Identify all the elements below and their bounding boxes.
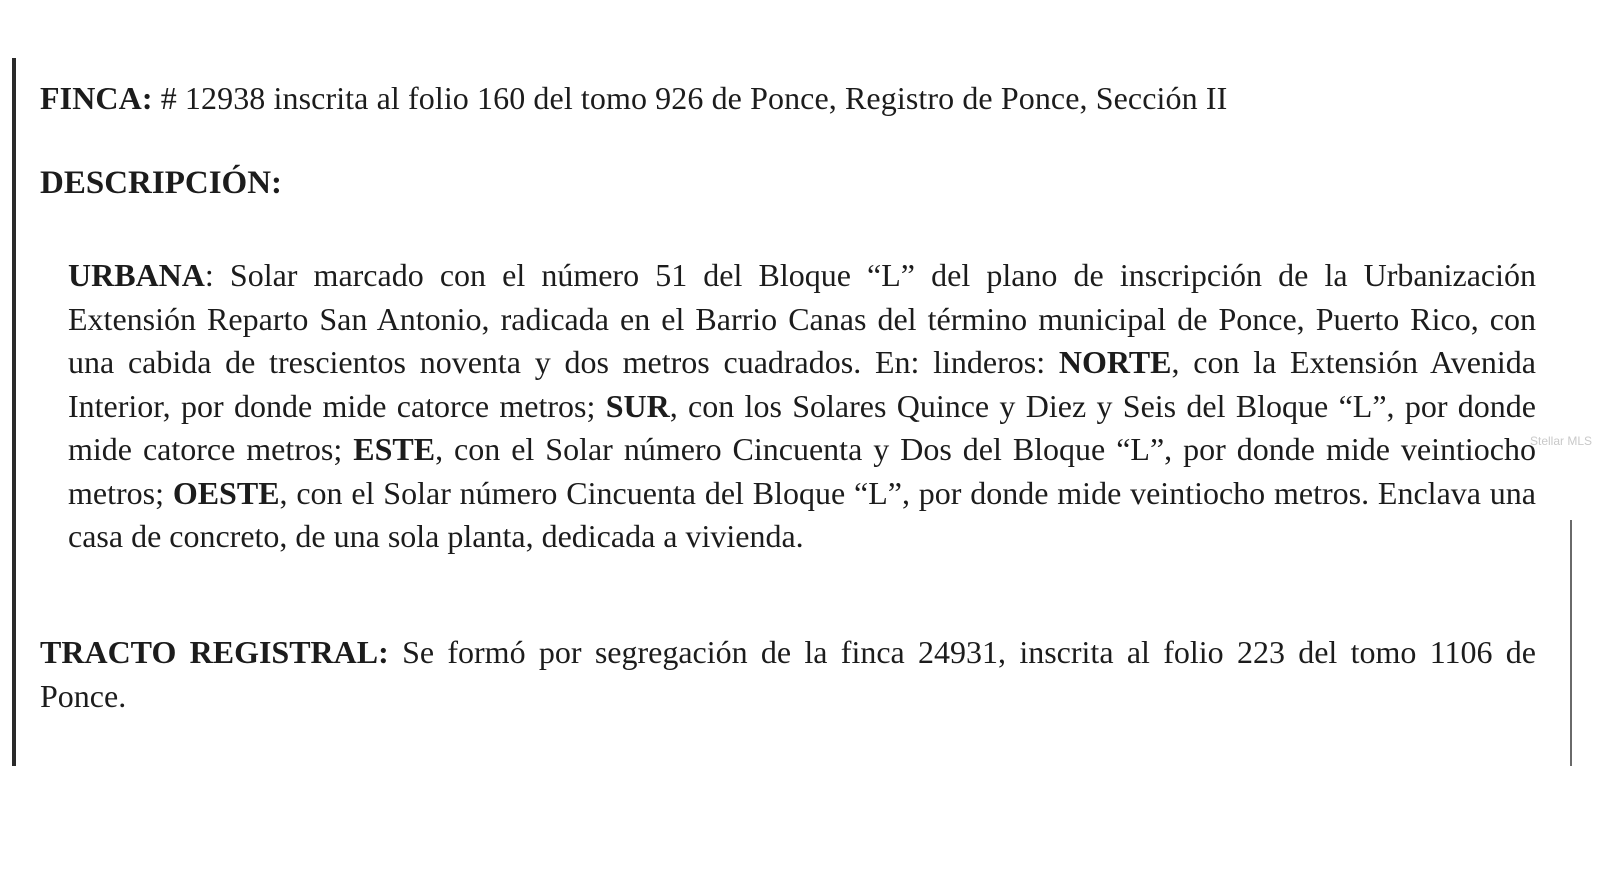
norte-label: NORTE: [1058, 344, 1172, 380]
descripcion-heading: DESCRIPCIÓN:: [40, 165, 283, 201]
urbana-text-5: , con el Solar número Cincuenta del Bloque “L”, por donde mide veintiocho metros. Enclava una casa de concreto, de una sola planta, dedicada a vivienda.: [68, 474, 1537, 554]
urbana-paragraph: [68, 254, 1536, 559]
left-margin-rule: [12, 58, 16, 766]
este-label: ESTE: [353, 431, 436, 467]
urbana-text-4: , con el Solar número Cincuenta y Dos del Bloque “L”, por donde mide veintiocho metros;: [68, 431, 1537, 511]
finca-text: # 12938 inscrita al folio 160 del tomo 926 de Ponce, Registro de Ponce, Sección II: [152, 80, 1228, 116]
oeste-label: OESTE: [172, 474, 280, 511]
tracto-paragraph: [40, 630, 1536, 718]
tracto-label: TRACTO REGISTRAL:: [40, 634, 389, 670]
right-margin-rule: [1570, 520, 1572, 766]
urbana-text-2: , con la Extensión Avenida Interior, por donde mide catorce metros;: [68, 344, 1537, 424]
urbana-label: URBANA: [68, 257, 205, 293]
sur-label: SUR: [605, 387, 670, 424]
tracto-text: Se formó por segregación de la finca 24931, inscrita al folio 223 del tomo 1106 de Ponce.: [40, 634, 1537, 714]
urbana-text-1: : Solar marcado con el número 51 del Bloque “L” del plano de inscripción de la Urbanización Extensión Reparto San Antonio, radicada en el Barrio Canas del término municipal de Ponce, Puerto Rico, con una cabida de trescientos noventa y dos metros cuadrados. En: linderos:: [68, 257, 1536, 380]
finca-label: FINCA:: [40, 80, 153, 116]
urbana-text-3: , con los Solares Quince y Diez y Seis del Bloque “L”, por donde mide catorce metros;: [68, 387, 1537, 467]
watermark: Stellar MLS: [1530, 434, 1593, 448]
finca-line: [40, 80, 1227, 117]
